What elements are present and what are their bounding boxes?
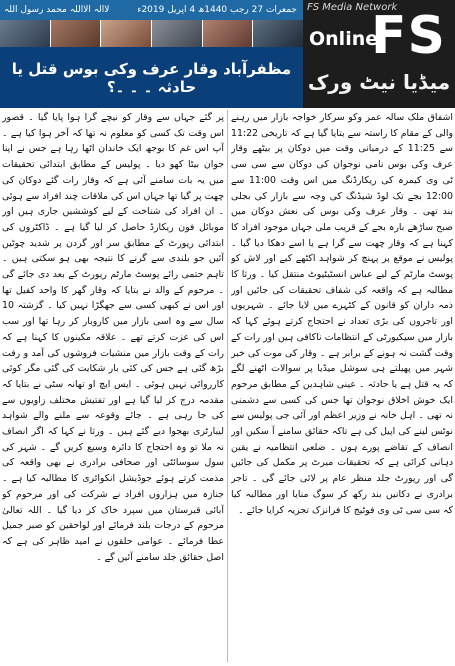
article-column-left: پر گئے جہاں سے وقار کو نیچے گرا ہوا پایا گیا ۔ قصور اس وقت تک کسی کو معلوم نہ تھا کہ آخر ہوا کیا ہے ۔ آپ اس غم کا بوجھ ایک خاندان اٹھا رہا ہے جس نے اپنا جوان بیٹا کھو دیا ۔ پولیس کے مطابق ابتدائی تحقیقات میں یہ بات سامنے آئی ہے کہ وقار رات گئے دوکان کی چھت پر گیا تھا جہاں اس کی ملاقات چند افراد سے ہوئی ۔ ان افراد کی شناخت کے لیے کوششیں جاری ہیں اور موبائل فون ریکارڈ حاصل کر لیا گیا ہے ۔ ڈاکٹروں کی ابتدائی رپورٹ کے مطابق سر اور گردن پر شدید چوٹیں آئیں جو بلندی سے گرنے کا نتیجہ بھی ہو سکتی ہیں ۔ تاہم حتمی رائے پوسٹ مارٹم رپورٹ کے بعد دی جائے گی ۔ مرحوم کے والد نے بتایا کہ وقار گھر کا واحد کفیل تھا اور اس نے کبھی کسی سے جھگڑا نہیں کیا ۔ گزشتہ 10 سال سے وہ اسی بازار میں کاروبار کر رہا تھا اور سب اس کی عزت کرتے تھے ۔ علاقہ مکینوں کا کہنا ہے کہ رات کے وقت بازار میں منشیات فروشوں کی آمد و رفت بڑھ گئی ہے جس کی کئی بار شکایت کی گئی مگر کوئی کارروائی نہیں ہوئی ۔ ایس ایچ او تھانہ سٹی نے بتایا کہ مقدمہ درج کر لیا گیا ہے اور تفتیش مختلف زاویوں سے کی جا رہی ہے ۔ جائے وقوعہ سے ملنے والے شواہد لیبارٹری بھجوا دیے گئے ہیں ۔ ورثا نے کہا کہ اگر انصاف نہ ملا تو وہ احتجاج کا دائرہ وسیع کریں گے ۔ شہر کی سول سوسائٹی اور صحافی برادری نے بھی واقعہ کی مذمت کرتے ہوئے جوڈیشل انکوائری کا مطالبہ کیا ہے ۔ جنازہ میں ہزاروں افراد نے شرکت کی اور مرحوم کو آبائی قبرستان میں سپرد خاک کر دیا گیا ۔ اللہ تعالیٰ مرحوم کے درجات بلند فرمائے اور لواحقین کو صبر جمیل عطا فرمائے ۔ عوامی حلقوں نے امید ظاہر کی ہے کہ اصل حقائق جلد سامنے آئیں گے ۔	[2, 112, 224, 563]
brand-network: FS Media Network	[307, 2, 398, 13]
photo-6	[253, 20, 303, 47]
article-column-right: اشفاق ملک سالہ عمر وکو سرکار خواجہ بازار میں رہنے والی کے مقام کا راستہ سے بتایا گیا ہے کہ تاریخی 11:22 سے 11:25 کے درمیانی وقت میں دوکان پر بیٹھے وقار عرف وکی بوس نامی نوجوان کی دوکان سے سی سی ٹی وی کیمرہ کی ریکارڈنگ میں اس وقت 11:00 سے 12:00 بجے تک لوڈ شیڈنگ کی وجہ سے بازار کی بجلی بند تھی ۔ وقار عرف وکی بوس کی نعش دوکان میں صبح ساڑھے بارہ بجے کے قریب ملی جہاں موجود افراد کا کہنا ہے کہ وقار چھت سے گرا ہے یا اسے دھکا دیا گیا ۔ پولیس نے موقع پر پہنچ کر شواہد اکٹھے کیے اور لاش کو پوسٹ مارٹم کے لیے عباس انسٹیٹیوٹ منتقل کیا ۔ ورثا کا مطالبہ ہے کہ واقعہ کی شفاف تحقیقات کی جائیں اور ذمہ داران کو قانون کے کٹہرے میں لایا جائے ۔ شہریوں اور تاجروں کی بڑی تعداد نے احتجاج کرتے ہوئے کہا کہ بازار میں سیکیورٹی کے انتظامات ناکافی ہیں اور رات کے وقت گشت نہ ہونے کے برابر ہے ۔ وقار کی موت کی خبر شہر میں پھیلتے ہی سوشل میڈیا پر سوالات اٹھنے لگے کہ یہ قتل ہے یا حادثہ ۔ عینی شاہدین کے مطابق مرحوم ایک خوش اخلاق نوجوان تھا جس کی کسی سے دشمنی نہ تھی ۔ اہل خانہ نے وزیر اعظم اور آئی جی پولیس سے نوٹس لینے کی اپیل کی ہے تاکہ حقائق سامنے آ سکیں اور انصاف کے تقاضے پورے ہوں ۔ ضلعی انتظامیہ نے یقین دہانی کرائی ہے کہ تحقیقات میرٹ پر مکمل کی جائیں گی اور رپورٹ جلد منظر عام پر لائی جائے گی ۔ تاجر برادری نے دکانیں بند رکھ کر سوگ منایا اور مطالبہ کیا کہ سی سی ٹی وی فوٹیج کا فرانزک تجزیہ کرایا جائے ۔	[231, 112, 453, 516]
photo-4	[152, 20, 203, 47]
photo-3	[101, 20, 152, 47]
brand-online: Online	[309, 28, 379, 50]
photo-1	[0, 20, 51, 47]
headline: مظفرآباد وقار عرف وکی بوس قتل یا حادثہ ۔ ۔ ۔؟	[0, 47, 303, 108]
photo-5	[203, 20, 254, 47]
column-divider	[227, 110, 228, 662]
date-strip	[0, 0, 303, 20]
tagline: لاالہ الااللہ محمد رسول اللہ	[4, 5, 110, 15]
brand-fs: FS	[371, 6, 446, 66]
masthead	[0, 0, 455, 108]
date-line: جمعرات 27 رجب 1440ھ 4 اپریل 2019ء	[137, 5, 297, 15]
photo-strip	[0, 20, 303, 47]
brand-urdu: میڈیا نیٹ ورک	[307, 70, 451, 94]
brand-logo	[303, 0, 455, 108]
photo-2	[51, 20, 102, 47]
